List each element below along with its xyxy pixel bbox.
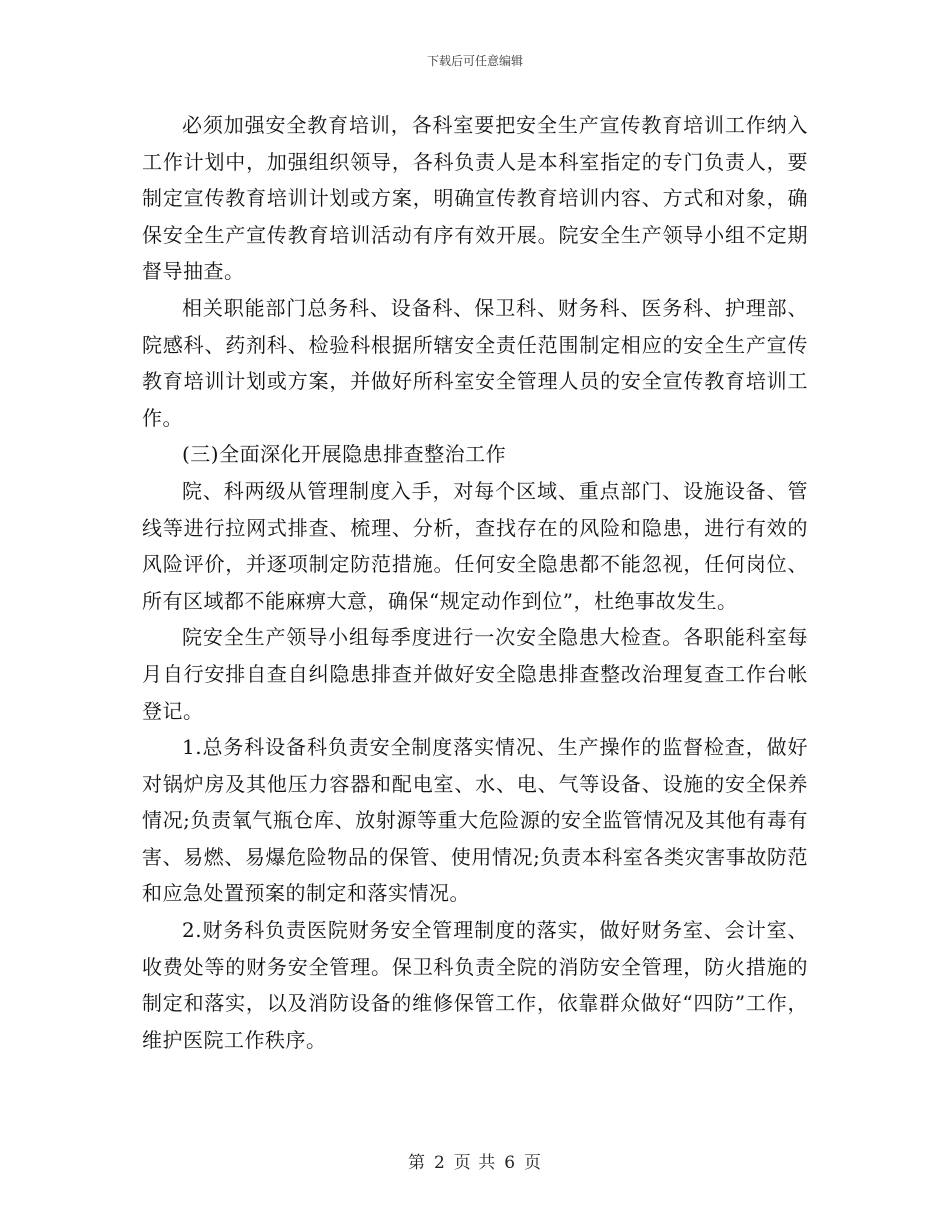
page-footer <box>0 1148 950 1173</box>
paragraph-4: 院安全生产领导小组每季度进行一次安全隐患大检查。各职能科室每月自行安排自查自纠隐患排查并做好安全隐患排查整改治理复查工作台帐登记。 <box>142 625 808 723</box>
document-body <box>142 107 808 1058</box>
page-number: 2 <box>433 1153 446 1173</box>
paragraph-6: 2.财务科负责医院财务安全管理制度的落实，做好财务室、会计室、收费处等的财务安全管理。保卫科负责全院的消防安全管理，防火措施的制定和落实，以及消防设备的维修保管工作，依靠群众做好“四防”工作，维护医院工作秩序。 <box>142 918 808 1052</box>
paragraph-1: 必须加强安全教育培训，各科室要把安全生产宣传教育培训工作纳入工作计划中，加强组织领导，各科负责人是本科室指定的专门负责人，要制定宣传教育培训计划或方案，明确宣传教育培训内容、方式和对象，确保安全生产宣传教育培训活动有序有效开展。院安全生产领导小组不定期督导抽查。 <box>142 113 808 284</box>
page-header: 下载后可任意编辑 <box>426 54 523 68</box>
paragraph-2: 相关职能部门总务科、设备科、保卫科、财务科、医务科、护理部、院感科、药剂科、检验科根据所辖安全责任范围制定相应的安全生产宣传教育培训计划或方案，并做好所科室安全管理人员的安全宣传教育培训工作。 <box>142 295 808 430</box>
footer-prefix: 第 <box>407 1153 426 1173</box>
section-heading: (三)全面深化开展隐患排查整治工作 <box>182 442 507 467</box>
page-total: 6 <box>504 1153 517 1173</box>
paragraph-5: 1.总务科设备科负责安全制度落实情况、生产操作的监督检查，做好对锅炉房及其他压力容器和配电室、水、电、气等设备、设施的安全保养情况;负责氧气瓶仓库、放射源等重大危险源的安全监管情况及其他有毒有害、易燃、易爆危险物品的保管、使用情况;负责本科室各类灾害事故防范和应急处置预案的制定和落实情况。 <box>142 735 808 906</box>
footer-middle: 页 共 <box>453 1153 497 1173</box>
paragraph-3: 院、科两级从管理制度入手，对每个区域、重点部门、设施设备、管线等进行拉网式排查、梳理、分析，查找存在的风险和隐患，进行有效的风险评价，并逐项制定防范措施。任何安全隐患都不能忽视，任何岗位、所有区域都不能麻痹大意，确保“规定动作到位”，杜绝事故发生。 <box>142 478 808 613</box>
footer-suffix: 页 <box>524 1153 543 1173</box>
